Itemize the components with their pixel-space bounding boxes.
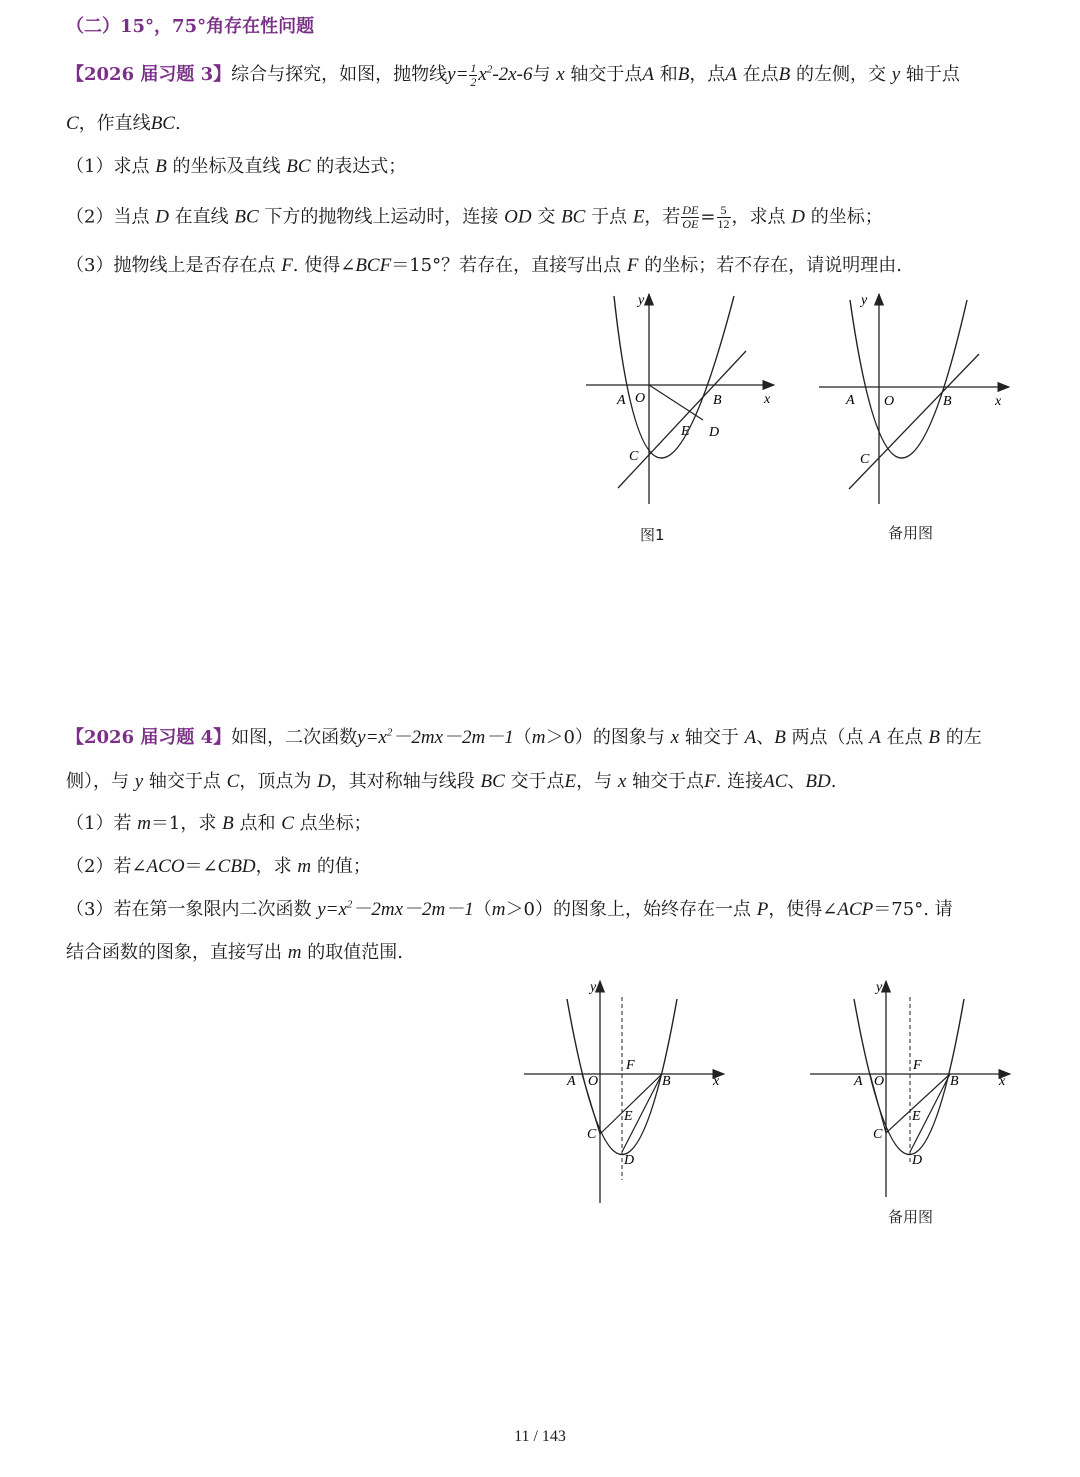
var-c: C <box>226 771 240 792</box>
page-number: 11 / 143 <box>514 1428 566 1445</box>
var-aco: ACO <box>146 856 185 877</box>
var-m: m <box>137 813 151 834</box>
var-e: E <box>564 771 577 792</box>
text: 的取值范围. <box>307 942 403 963</box>
text: ，若 <box>644 206 681 228</box>
label-b: B <box>662 1074 671 1089</box>
problem-4-spare-figure <box>806 975 1016 1205</box>
label-d: D <box>624 1153 635 1168</box>
var-a: A <box>642 63 654 85</box>
var-x: x <box>556 63 565 85</box>
text: 点坐标； <box>299 813 372 834</box>
var-cbd: CBD <box>217 856 256 877</box>
text: ，与 <box>576 771 613 792</box>
text: （ <box>473 899 492 920</box>
label-x: x <box>764 392 771 407</box>
equals: = <box>700 206 716 228</box>
text: 如图，二次函数 <box>231 727 358 748</box>
var-a: A <box>744 727 757 748</box>
text: 交 <box>537 206 556 228</box>
text: 轴于点 <box>905 63 960 85</box>
figure-1-caption: 图1 <box>640 526 665 544</box>
var-f: F <box>281 255 293 276</box>
text: （1）求点 <box>66 156 150 177</box>
text: . 连接 <box>715 771 764 792</box>
var-x: x <box>617 771 627 792</box>
text: ，点 <box>689 63 726 85</box>
period: . <box>830 771 837 792</box>
text: 的坐标； <box>810 206 883 228</box>
spare-figure-caption: 备用图 <box>888 524 934 542</box>
var-bc: BC <box>234 206 259 228</box>
var-b: B <box>774 727 786 748</box>
problem-3-q1 <box>66 155 406 179</box>
var-b: B <box>778 63 791 85</box>
text: ，使得∠ <box>768 899 838 920</box>
problem-3-line-1 <box>66 62 960 89</box>
label-x: x <box>713 1074 720 1089</box>
text: 的表达式； <box>316 156 407 177</box>
text: 点和 <box>239 813 276 834</box>
label-a: A <box>854 1074 863 1089</box>
fraction-5-12: $\frac{5}{12}$ <box>717 203 730 231</box>
text: （3）抛物线上是否存在点 <box>66 255 276 276</box>
text: 轴交于点 <box>148 771 221 792</box>
problem-4-q3-line-2 <box>66 941 403 965</box>
var-b: B <box>928 727 940 748</box>
label-a: A <box>846 393 855 408</box>
label-d: D <box>709 425 720 440</box>
equation: $y=x^2-2mx-2m-1$ <box>357 726 514 748</box>
var-c: C <box>281 813 294 834</box>
text: 的左 <box>945 727 982 748</box>
text: （2）若∠ <box>66 856 147 877</box>
var-bd: BD <box>805 771 831 792</box>
text: ＝∠ <box>184 856 218 877</box>
line-bc <box>849 354 979 489</box>
text: 的值； <box>316 856 371 877</box>
label-b: B <box>943 394 952 409</box>
var-p: P <box>756 899 769 920</box>
label-y: y <box>861 293 868 308</box>
label-b: B <box>950 1074 959 1089</box>
equation: y= $\frac{1}{2}$ $x^2-2x-6$ <box>447 61 533 89</box>
label-a: A <box>567 1074 576 1089</box>
label-o: O <box>874 1074 885 1089</box>
text: 、 <box>787 771 806 792</box>
var-f: F <box>704 771 716 792</box>
text: 侧），与 <box>66 771 129 792</box>
var-b: B <box>222 813 234 834</box>
label-f: F <box>913 1058 922 1073</box>
problem-3-spare-figure <box>815 288 1015 508</box>
var-a: A <box>869 727 881 748</box>
text: （3）若在第一象限内二次函数 <box>66 899 312 920</box>
var-m: m <box>287 942 302 963</box>
text: 轴交于点 <box>632 771 705 792</box>
text: ，求 <box>255 856 292 877</box>
problem-4-line-2 <box>66 770 836 794</box>
label-y: y <box>638 293 645 308</box>
label-c: C <box>873 1127 883 1142</box>
label-e: E <box>912 1109 921 1124</box>
var-y: y <box>891 63 901 85</box>
text: （2）当点 <box>66 206 150 228</box>
problem-4-tag: 【2026 届习题 4】 <box>66 727 232 748</box>
problem-4-q1 <box>66 812 372 836</box>
problem-4-line-1 <box>66 726 982 750</box>
var-od: OD <box>504 206 532 228</box>
problem-3-q3 <box>66 254 902 278</box>
text: 与 <box>532 63 551 85</box>
text: 在点 <box>742 63 779 85</box>
var-c: C <box>66 113 79 134</box>
text: ，顶点为 <box>239 771 312 792</box>
var-m: m <box>531 727 546 748</box>
text: 轴交于点 <box>570 63 643 85</box>
var-x: x <box>670 727 680 748</box>
label-o: O <box>588 1074 599 1089</box>
text: 在直线 <box>174 206 229 228</box>
var-m: m <box>297 856 312 877</box>
text: 下方的抛物线上运动时，连接 <box>264 206 499 228</box>
problem-3-figure-1 <box>580 288 780 508</box>
var-bcf: BCF <box>355 255 392 276</box>
problem-4-q3 <box>66 898 953 922</box>
label-y: y <box>876 980 883 995</box>
text: （1）若 <box>66 813 132 834</box>
var-d: D <box>317 771 331 792</box>
label-c: C <box>587 1127 597 1142</box>
label-d: D <box>912 1153 923 1168</box>
fraction-de-oe: $\frac{DE}{OE}$ <box>682 203 699 231</box>
text: ＞0）的图象与 <box>545 727 665 748</box>
var-bc: BC <box>561 206 586 228</box>
var-acp: ACP <box>837 899 874 920</box>
parabola <box>850 300 967 458</box>
fraction-half: $\frac{1}{2}$ <box>470 61 477 89</box>
equation: $y=x^2-2mx-2m-1$ <box>317 898 474 920</box>
problem-4-figure-1 <box>520 975 730 1205</box>
text: 两点（点 <box>791 727 864 748</box>
label-e: E <box>624 1109 633 1124</box>
label-c: C <box>860 452 870 467</box>
text: 综合与探究，如图，抛物线 <box>231 63 448 85</box>
label-b: B <box>713 393 722 408</box>
text: 的左侧，交 <box>796 63 886 85</box>
var-b: B <box>155 156 167 177</box>
segment-od <box>649 385 703 420</box>
problem-4-spare-caption: 备用图 <box>888 1208 934 1226</box>
var-bc: BC <box>480 771 505 792</box>
label-e: E <box>681 424 690 439</box>
problem-3-tag: 【2026 届习题 3】 <box>66 63 232 85</box>
var-a: A <box>725 63 737 85</box>
label-o: O <box>884 394 895 409</box>
problem-3-q2 <box>66 204 883 231</box>
text: ＝1，求 <box>150 813 217 834</box>
text: 结合函数的图象，直接写出 <box>66 942 282 963</box>
var-ac: AC <box>763 771 788 792</box>
text: . 使得∠ <box>292 255 356 276</box>
text: ，求点 <box>731 206 786 228</box>
problem-3-line-2 <box>66 112 181 136</box>
var-d: D <box>155 206 169 228</box>
label-o: O <box>635 391 646 406</box>
section-title: （二）15°，75°角存在性问题 <box>66 16 315 37</box>
label-x: x <box>995 394 1002 409</box>
text: ＞0）的图象上，始终存在一点 <box>505 899 751 920</box>
label-c: C <box>629 449 639 464</box>
text: 、 <box>756 727 775 748</box>
label-y: y <box>590 980 597 995</box>
text: 于点 <box>591 206 628 228</box>
text: 在点 <box>886 727 923 748</box>
text: 的坐标；若不存在，请说明理由. <box>644 255 902 276</box>
var-d: D <box>791 206 805 228</box>
text: ＝15°？若存在，直接写出点 <box>391 255 622 276</box>
label-x: x <box>999 1074 1006 1089</box>
text: 交于点 <box>510 771 565 792</box>
problem-4-q2 <box>66 855 371 879</box>
text: 的坐标及直线 <box>172 156 281 177</box>
var-y: y <box>134 771 144 792</box>
text: （ <box>513 727 532 748</box>
line-bc <box>618 351 746 488</box>
var-e: E <box>632 206 645 228</box>
text: ，其对称轴与线段 <box>330 771 475 792</box>
text: ，作直线 <box>78 113 151 134</box>
var-bc: BC <box>150 113 175 134</box>
period: . <box>174 113 181 134</box>
var-bc: BC <box>286 156 311 177</box>
var-f: F <box>626 255 639 276</box>
label-a: A <box>617 393 626 408</box>
var-m: m <box>491 899 506 920</box>
label-f: F <box>626 1058 635 1073</box>
text: ＝75°. 请 <box>873 899 953 920</box>
var-b: B <box>677 63 690 85</box>
text: 轴交于 <box>684 727 739 748</box>
text: 和 <box>659 63 678 85</box>
